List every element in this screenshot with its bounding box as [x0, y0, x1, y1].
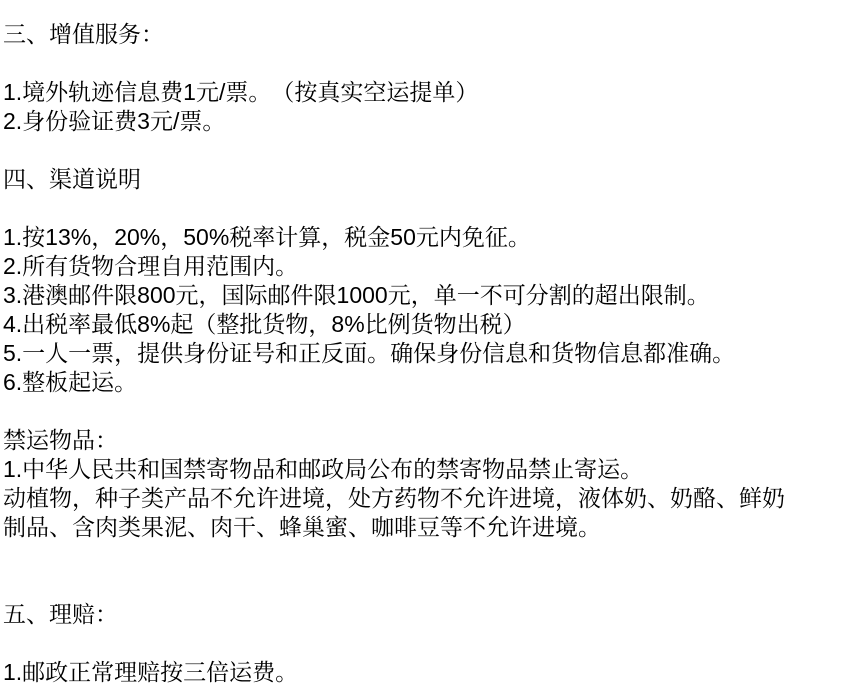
list-item-prohibited-by-law: 1.中华人民共和国禁寄物品和邮政局公布的禁寄物品禁止寄运。 [3, 456, 644, 482]
section-heading-claims: 五、理赔： [3, 601, 118, 627]
section-heading-value-added-services: 三、增值服务： [3, 21, 164, 47]
paragraph-prohibited-items-detail-line-1: 动植物，种子类产品不允许进境，处方药物不允许进境，液体奶、奶酪、鲜奶 [3, 485, 785, 511]
section-heading-channel-description: 四、渠道说明 [3, 166, 141, 192]
list-item-identity-verification-fee: 2.身份验证费3元/票。 [3, 108, 226, 134]
list-item-postal-claim-compensation: 1.邮政正常理赔按三倍运费。 [3, 659, 299, 685]
list-item-overseas-tracking-fee: 1.境外轨迹信息费1元/票。 （按真实空运提单） [3, 79, 479, 105]
blank-line [3, 49, 848, 78]
list-item-mail-value-limit: 3.港澳邮件限800元，国际邮件限1000元，单一不可分割的超出限制。 [3, 282, 710, 308]
list-item-full-pallet-shipping: 6.整板起运。 [3, 369, 138, 395]
paragraph-prohibited-items-detail-line-2: 制品、含肉类果泥、肉干、蜂巢蜜、咖啡豆等不允许进境。 [3, 514, 601, 540]
list-item-minimum-tax-rate: 4.出税率最低8%起（整批货物，8%比例货物出税） [3, 311, 526, 337]
section-heading-prohibited-items: 禁运物品： [3, 427, 118, 453]
list-item-tax-rate: 1.按13%，20%，50%税率计算，税金50元内免征。 [3, 224, 531, 250]
list-item-reasonable-personal-use: 2.所有货物合理自用范围内。 [3, 253, 299, 279]
list-item-one-person-one-ticket: 5.一人一票，提供身份证号和正反面。确保身份信息和货物信息都准确。 [3, 340, 736, 366]
blank-line [3, 136, 848, 165]
blank-line [3, 571, 848, 600]
blank-line [3, 629, 848, 658]
blank-line [3, 397, 848, 426]
blank-line [3, 542, 848, 571]
blank-line [3, 194, 848, 223]
